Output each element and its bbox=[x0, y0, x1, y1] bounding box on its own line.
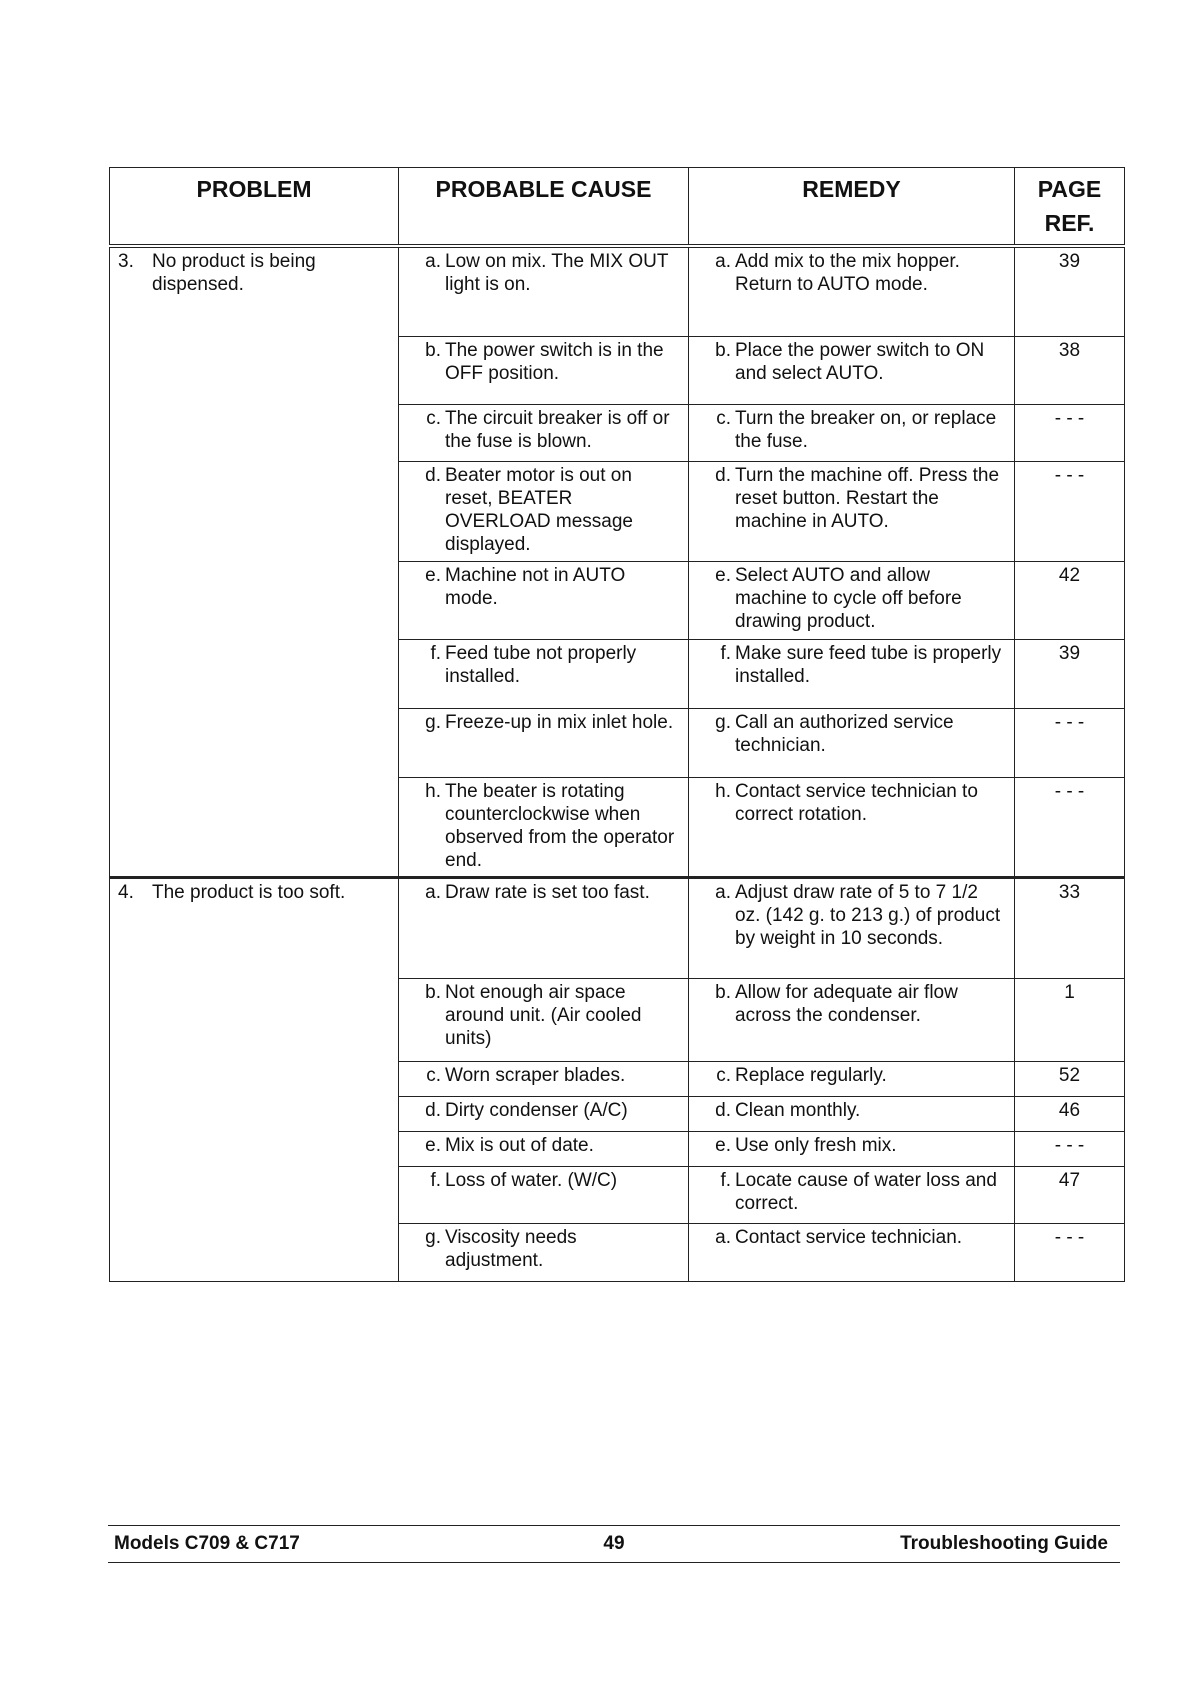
cause-cell: b. Not enough air space around unit. (Air cooled units) bbox=[399, 978, 689, 1061]
cause-cell: e. Mix is out of date. bbox=[399, 1131, 689, 1166]
remedy-cell: e. Use only fresh mix. bbox=[689, 1131, 1015, 1166]
page-ref-cell: - - - bbox=[1015, 404, 1125, 461]
page-ref-cell: 42 bbox=[1015, 561, 1125, 639]
remedy-cell: a. Add mix to the mix hopper. Return to AUTO mode. bbox=[689, 246, 1015, 336]
footer-section-title: Troubleshooting Guide bbox=[900, 1533, 1108, 1554]
header-probable-cause: PROBABLE CAUSE bbox=[399, 168, 689, 247]
footer-model: Models C709 & C717 bbox=[114, 1533, 300, 1554]
page-ref-cell: - - - bbox=[1015, 1223, 1125, 1281]
cause-cell: f. Feed tube not properly installed. bbox=[399, 639, 689, 708]
remedy-cell: a. Contact service technician. bbox=[689, 1223, 1015, 1281]
page-ref-cell: 46 bbox=[1015, 1096, 1125, 1131]
cause-cell: c. The circuit breaker is off or the fuse is blown. bbox=[399, 404, 689, 461]
cause-cell: h. The beater is rotating counterclockwise when observed from the operator end. bbox=[399, 777, 689, 877]
remedy-cell: c. Turn the breaker on, or replace the fuse. bbox=[689, 404, 1015, 461]
page-ref-cell: 52 bbox=[1015, 1061, 1125, 1096]
page-ref-cell: - - - bbox=[1015, 708, 1125, 777]
remedy-cell: a. Adjust draw rate of 5 to 7 1/2 oz. (142 g. to 213 g.) of product by weight in 10 seconds. bbox=[689, 877, 1015, 978]
header-remedy: REMEDY bbox=[689, 168, 1015, 247]
troubleshooting-table bbox=[109, 167, 1125, 1282]
remedy-cell: h. Contact service technician to correct rotation. bbox=[689, 777, 1015, 877]
header-page-ref: PAGE REF. bbox=[1015, 168, 1125, 247]
remedy-cell: e. Select AUTO and allow machine to cycle off before drawing product. bbox=[689, 561, 1015, 639]
page-ref-cell: - - - bbox=[1015, 461, 1125, 561]
cause-cell: a. Low on mix. The MIX OUT light is on. bbox=[399, 246, 689, 336]
cause-cell: e. Machine not in AUTO mode. bbox=[399, 561, 689, 639]
page-ref-cell: 39 bbox=[1015, 639, 1125, 708]
page-ref-cell: 47 bbox=[1015, 1166, 1125, 1223]
problem-cell: 3. No product is being dispensed. bbox=[110, 246, 399, 877]
page-ref-cell: 39 bbox=[1015, 246, 1125, 336]
page-ref-cell: 1 bbox=[1015, 978, 1125, 1061]
remedy-cell: b. Allow for adequate air flow across the condenser. bbox=[689, 978, 1015, 1061]
page-footer bbox=[108, 1525, 1120, 1563]
remedy-cell: f. Locate cause of water loss and correct. bbox=[689, 1166, 1015, 1223]
cause-cell: g. Freeze-up in mix inlet hole. bbox=[399, 708, 689, 777]
remedy-cell: d. Clean monthly. bbox=[689, 1096, 1015, 1131]
page-ref-cell: - - - bbox=[1015, 1131, 1125, 1166]
footer-page-number: 49 bbox=[603, 1533, 625, 1554]
table-header-row bbox=[110, 168, 1125, 247]
page-ref-cell: 38 bbox=[1015, 336, 1125, 404]
remedy-cell: g. Call an authorized service technician. bbox=[689, 708, 1015, 777]
problem-group-3 bbox=[110, 246, 1125, 877]
page-ref-cell: - - - bbox=[1015, 777, 1125, 877]
header-problem: PROBLEM bbox=[110, 168, 399, 247]
cause-cell: d. Dirty condenser (A/C) bbox=[399, 1096, 689, 1131]
cause-cell: g. Viscosity needs adjustment. bbox=[399, 1223, 689, 1281]
cause-cell: b. The power switch is in the OFF position. bbox=[399, 336, 689, 404]
remedy-cell: c. Replace regularly. bbox=[689, 1061, 1015, 1096]
remedy-cell: d. Turn the machine off. Press the reset button. Restart the machine in AUTO. bbox=[689, 461, 1015, 561]
table-row bbox=[110, 877, 1125, 978]
cause-cell: a. Draw rate is set too fast. bbox=[399, 877, 689, 978]
problem-cell: 4. The product is too soft. bbox=[110, 877, 399, 1281]
problem-group-4 bbox=[110, 877, 1125, 1281]
page-ref-cell: 33 bbox=[1015, 877, 1125, 978]
cause-cell: c. Worn scraper blades. bbox=[399, 1061, 689, 1096]
cause-cell: f. Loss of water. (W/C) bbox=[399, 1166, 689, 1223]
cause-cell: d. Beater motor is out on reset, BEATER OVERLOAD message displayed. bbox=[399, 461, 689, 561]
table-row bbox=[110, 246, 1125, 336]
remedy-cell: b. Place the power switch to ON and select AUTO. bbox=[689, 336, 1015, 404]
remedy-cell: f. Make sure feed tube is properly installed. bbox=[689, 639, 1015, 708]
